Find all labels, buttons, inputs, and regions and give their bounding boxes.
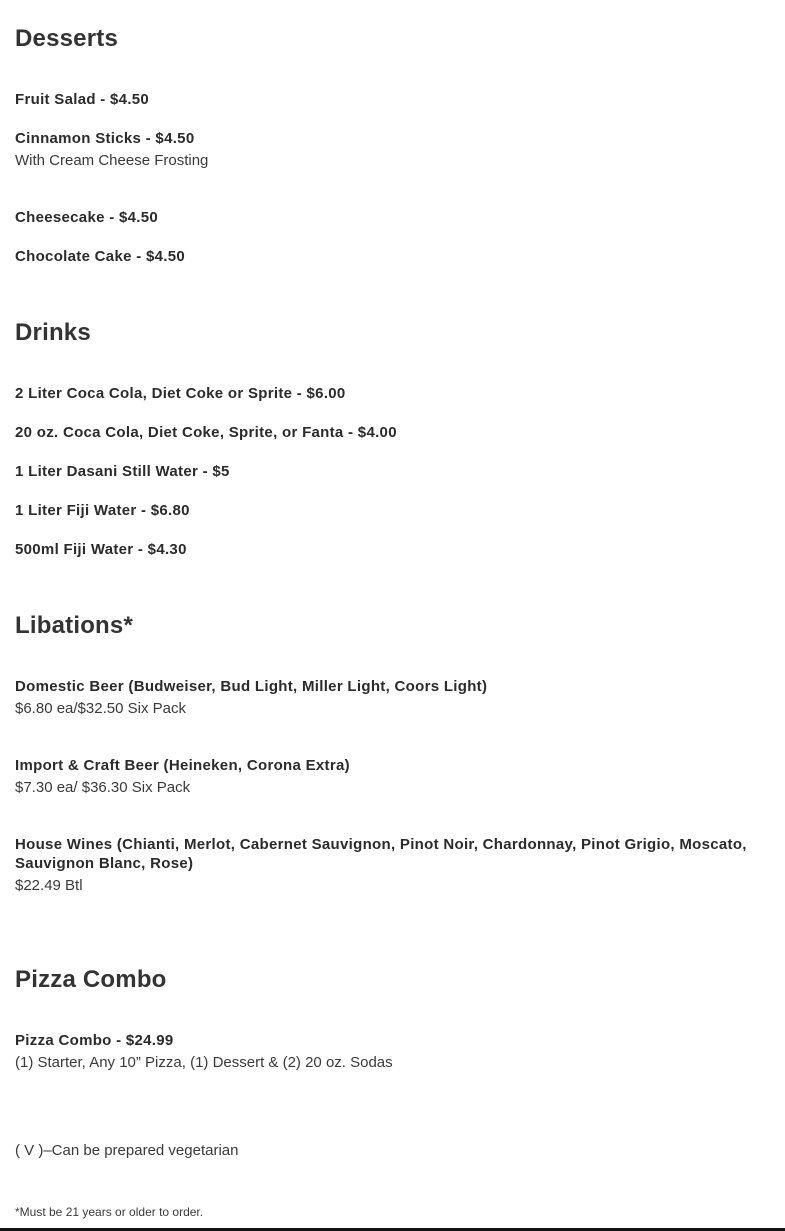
menu-item-cinnamon-sticks: Cinnamon Sticks - $4.50 <box>15 130 195 147</box>
menu-item-house-wines-desc: $22.49 Btl <box>15 877 83 894</box>
menu-item-fruit-salad: Fruit Salad - $4.50 <box>15 91 150 108</box>
menu-item-chocolate-cake: Chocolate Cake - $4.50 <box>15 248 186 265</box>
section-title-pizza-combo: Pizza Combo <box>15 966 167 993</box>
menu-item-cinnamon-sticks-desc: With Cream Cheese Frosting <box>15 152 209 169</box>
menu-item-fiji-water-1l: 1 Liter Fiji Water - $6.80 <box>15 502 190 519</box>
menu-item-fiji-water-500ml: 500ml Fiji Water - $4.30 <box>15 541 187 558</box>
section-title-libations: Libations* <box>15 612 134 639</box>
vegetarian-note: ( V )–Can be prepared vegetarian <box>15 1142 239 1159</box>
menu-item-domestic-beer: Domestic Beer (Budweiser, Bud Light, Miller Light, Coors Light) <box>15 678 488 695</box>
menu-item-pizza-combo: Pizza Combo - $24.99 <box>15 1032 174 1049</box>
menu-item-house-wines: House Wines (Chianti, Merlot, Cabernet Sauvignon, Pinot Noir, Chardonnay, Pinot Grigio, Moscato, Sauvignon Blanc, Rose) <box>15 836 747 872</box>
menu-item-import-craft-beer: Import & Craft Beer (Heineken, Corona Extra) <box>15 757 350 774</box>
menu-item-dasani-water: 1 Liter Dasani Still Water - $5 <box>15 463 230 480</box>
menu-item-pizza-combo-desc: (1) Starter, Any 10” Pizza, (1) Dessert & (2) 20 oz. Sodas <box>15 1054 393 1071</box>
menu-item-domestic-beer-desc: $6.80 ea/$32.50 Six Pack <box>15 700 186 717</box>
menu-item-cheesecake: Cheesecake - $4.50 <box>15 209 158 226</box>
section-title-desserts: Desserts <box>15 25 119 52</box>
age-notice: *Must be 21 years or older to order. <box>15 1205 204 1219</box>
menu-item-20-oz-soda: 20 oz. Coca Cola, Diet Coke, Sprite, or Fanta - $4.00 <box>15 424 397 441</box>
section-title-drinks: Drinks <box>15 319 91 346</box>
menu-item-import-craft-beer-desc: $7.30 ea/ $36.30 Six Pack <box>15 779 191 796</box>
menu-item-2-liter-soda: 2 Liter Coca Cola, Diet Coke or Sprite - $6.00 <box>15 385 346 402</box>
